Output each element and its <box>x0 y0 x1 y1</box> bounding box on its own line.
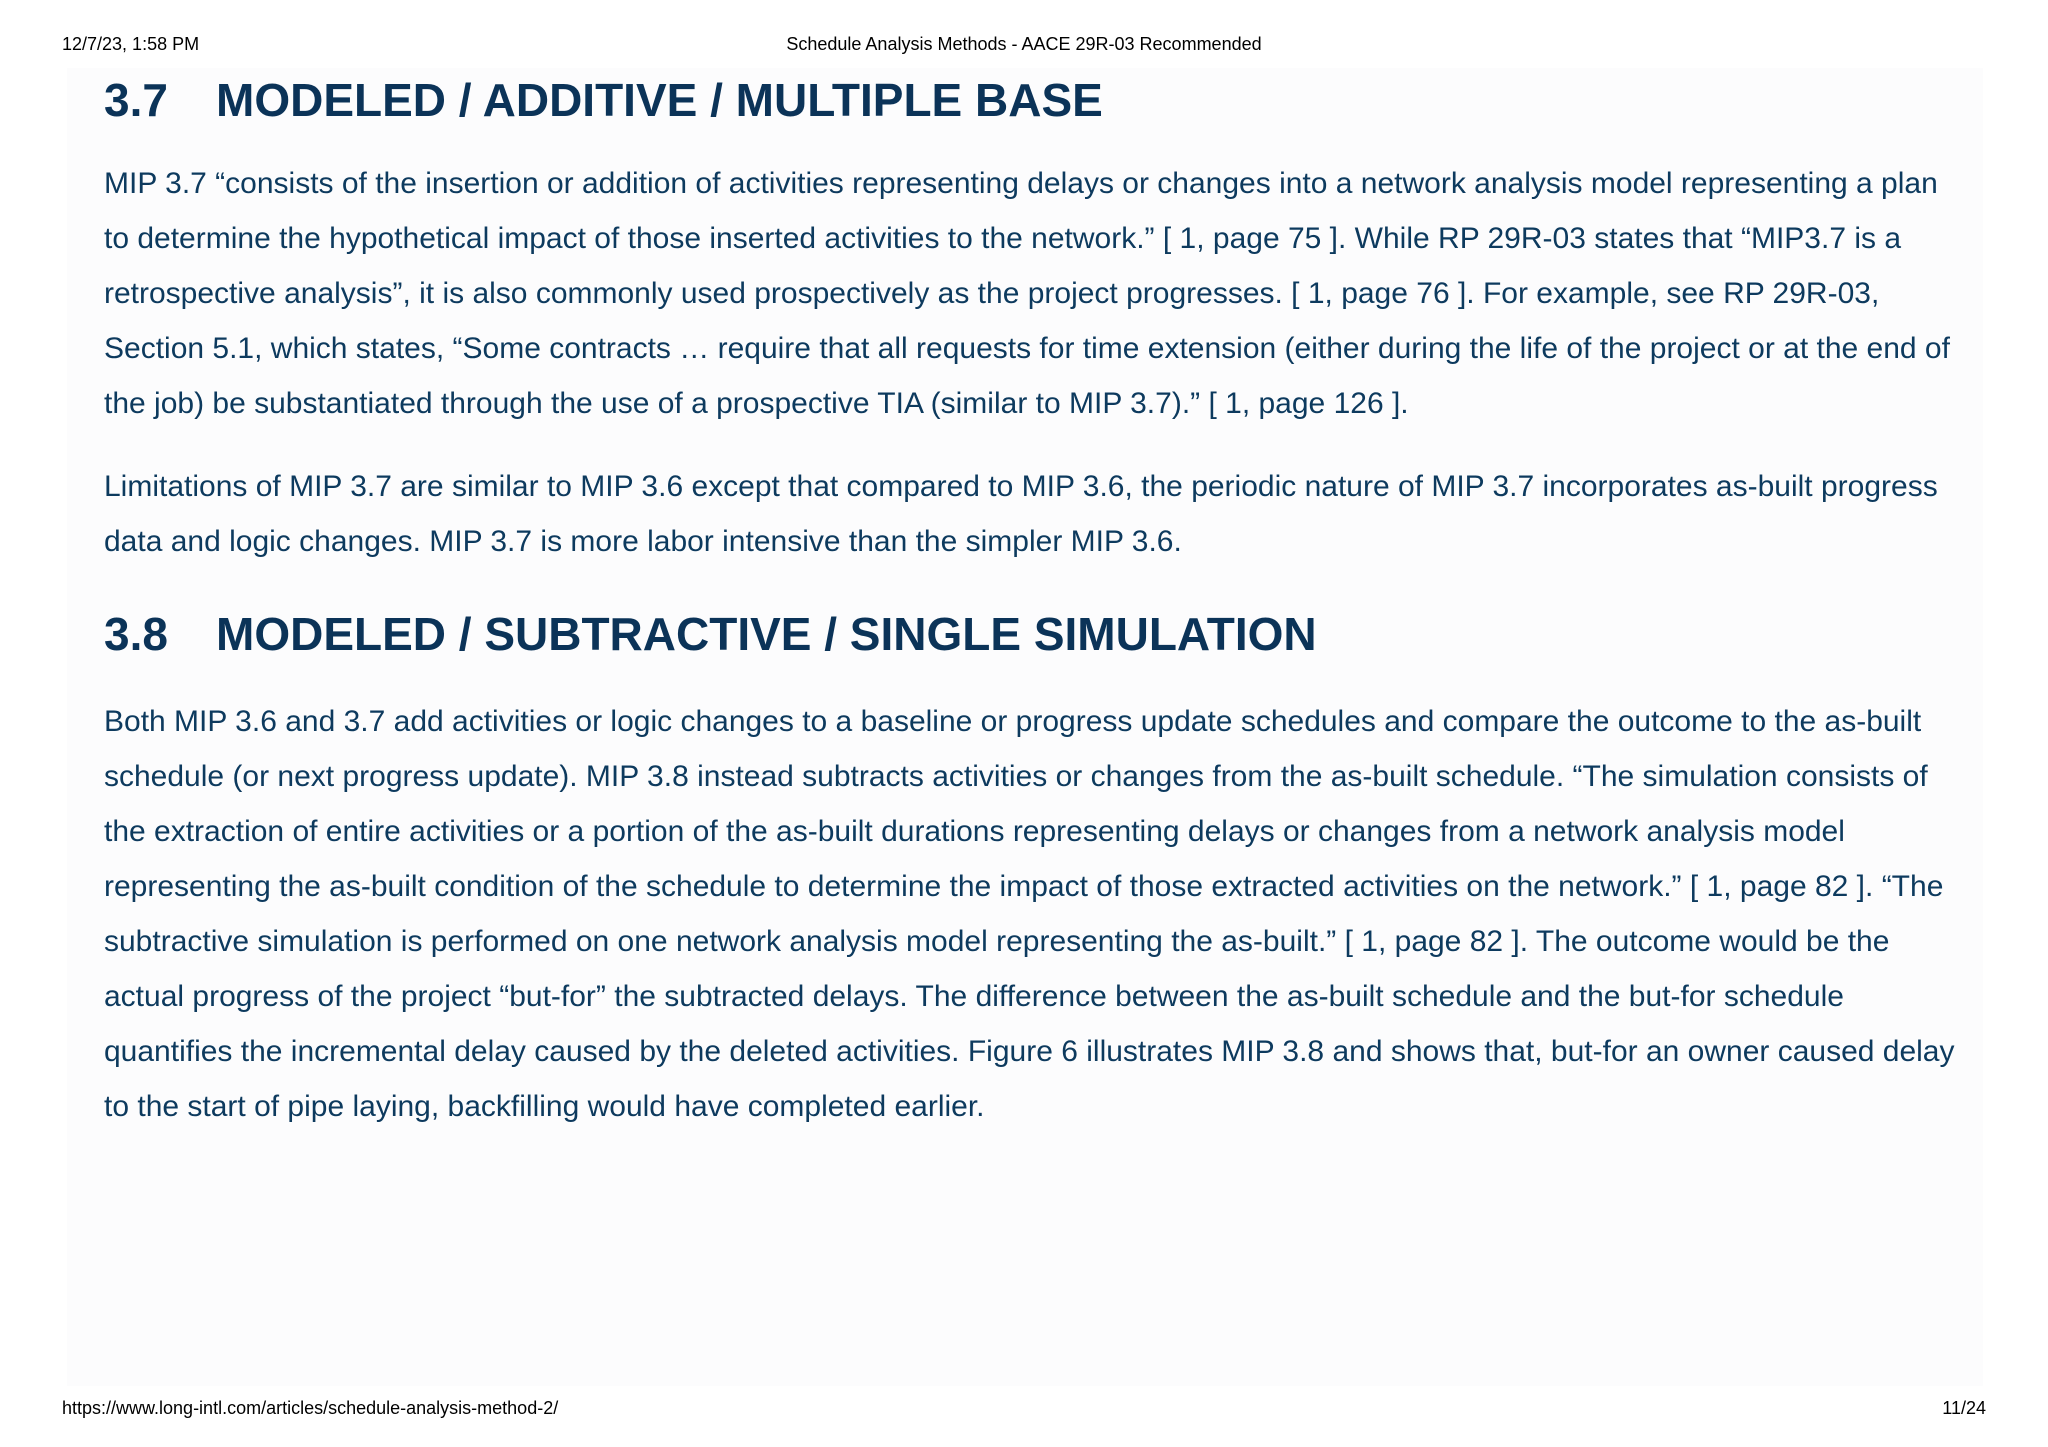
section-title: MODELED / ADDITIVE / MULTIPLE BASE <box>216 74 1103 126</box>
section-3-7-paragraph-1: MIP 3.7 “consists of the insertion or addition of activities representing delays or changes into a network analysis model representing a plan to determine the hypothetical impact of those inserted activities to the network.” [ 1, page 75 ]. While RP 29R-03 states that “MIP3.7 is a retrospective analysis”, it is also commonly used prospectively as the project progresses. [ 1, page 76 ]. For example, see RP 29R-03, Section 5.1, which states, “Some contracts … require that all requests for time extension (either during the life of the project or at the end of the job) be substantiated through the use of a prospective TIA (similar to MIP 3.7).” [ 1, page 126 ]. <box>104 167 1950 420</box>
section-heading-3-8 <box>104 602 1964 666</box>
article-body <box>104 68 1964 1134</box>
article-content <box>67 68 1983 1386</box>
section-number: 3.8 <box>104 608 168 660</box>
print-page-url: https://www.long-intl.com/articles/schedule-analysis-method-2/ <box>62 1398 559 1418</box>
section-3-7-paragraph-2: Limitations of MIP 3.7 are similar to MIP 3.6 except that compared to MIP 3.6, the periodic nature of MIP 3.7 incorporates as-built progress data and logic changes. MIP 3.7 is more labor intensive than the simpler MIP 3.6. <box>104 470 1938 558</box>
print-page-number: 11/24 <box>1942 1398 1986 1418</box>
section-heading-3-7 <box>104 68 1964 132</box>
print-header <box>62 34 1986 58</box>
section-3-8-paragraph-1: Both MIP 3.6 and 3.7 add activities or logic changes to a baseline or progress update schedules and compare the outcome to the as-built schedule (or next progress update). MIP 3.8 instead subtracts activities or changes from the as-built schedule. “The simulation consists of the extraction of entire activities or a portion of the as-built durations representing delays or changes from a network analysis model representing the as-built condition of the schedule to determine the impact of those extracted activities on the network.” [ 1, page 82 ]. “The subtractive simulation is performed on one network analysis model representing the as-built.” [ 1, page 82 ]. The outcome would be the actual progress of the project “but-for” the subtracted delays. The difference between the as-built schedule and the but-for schedule quantifies the incremental delay caused by the deleted activities. Figure 6 illustrates MIP 3.8 and shows that, but-for an owner caused delay to the start of pipe laying, backfilling would have completed earlier. <box>104 705 1955 1123</box>
print-document-title: Schedule Analysis Methods - AACE 29R-03 Recommended <box>786 34 1262 54</box>
print-datetime: 12/7/23, 1:58 PM <box>62 34 200 54</box>
print-footer <box>62 1398 1986 1422</box>
section-number: 3.7 <box>104 74 168 126</box>
section-title: MODELED / SUBTRACTIVE / SINGLE SIMULATION <box>216 608 1317 660</box>
